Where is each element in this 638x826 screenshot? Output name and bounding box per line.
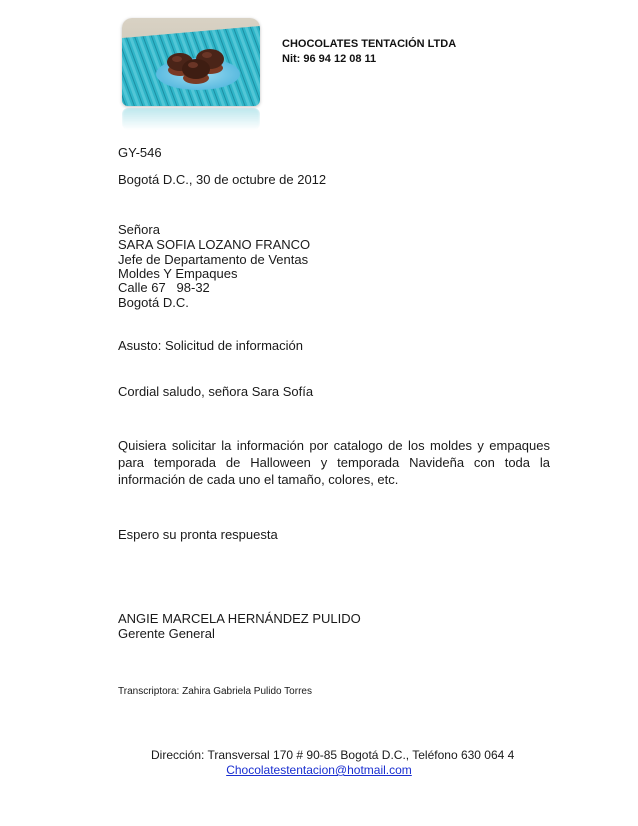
date-line: Bogotá D.C., 30 de octubre de 2012 xyxy=(118,172,327,187)
recipient-position: Jefe de Departamento de Ventas xyxy=(118,252,309,267)
photo-reflection xyxy=(122,108,260,130)
body-paragraph: Quisiera solicitar la información por catalogo de los moldes y empaques para temporada de Halloween y temporada Navideña con toda la información de cada uno el tamaño, colores, etc. xyxy=(118,438,550,487)
signer-title: Gerente General xyxy=(118,626,215,641)
recipient-company: Moldes Y Empaques xyxy=(118,266,238,281)
header-photo xyxy=(122,18,260,128)
greeting: Cordial saludo, señora Sara Sofía xyxy=(118,384,314,399)
company-name: CHOCOLATES TENTACIÓN LTDA xyxy=(282,38,457,50)
footer-address: Dirección: Transversal 170 # 90-85 Bogotá D.C., Teléfono 630 064 4 xyxy=(151,748,515,762)
signer-name: ANGIE MARCELA HERNÁNDEZ PULIDO xyxy=(118,611,361,626)
footer-email-link[interactable]: Chocolatestentacion@hotmail.com xyxy=(226,763,412,777)
footer-email-wrap xyxy=(0,763,638,778)
reference-code: GY-546 xyxy=(118,145,162,160)
recipient-name: SARA SOFIA LOZANO FRANCO xyxy=(118,237,311,252)
company-nit: Nit: 96 94 12 08 11 xyxy=(282,53,377,65)
chocolate-cupcakes-photo xyxy=(122,18,260,106)
recipient-address: Calle 67 98-32 xyxy=(118,280,210,295)
subject-line: Asusto: Solicitud de información xyxy=(118,338,303,353)
closing-line: Espero su pronta respuesta xyxy=(118,527,278,542)
transcriber-line: Transcriptora: Zahira Gabriela Pulido Torres xyxy=(118,686,312,697)
company-header xyxy=(282,37,456,67)
recipient-city: Bogotá D.C. xyxy=(118,295,189,310)
recipient-title: Señora xyxy=(118,222,160,237)
